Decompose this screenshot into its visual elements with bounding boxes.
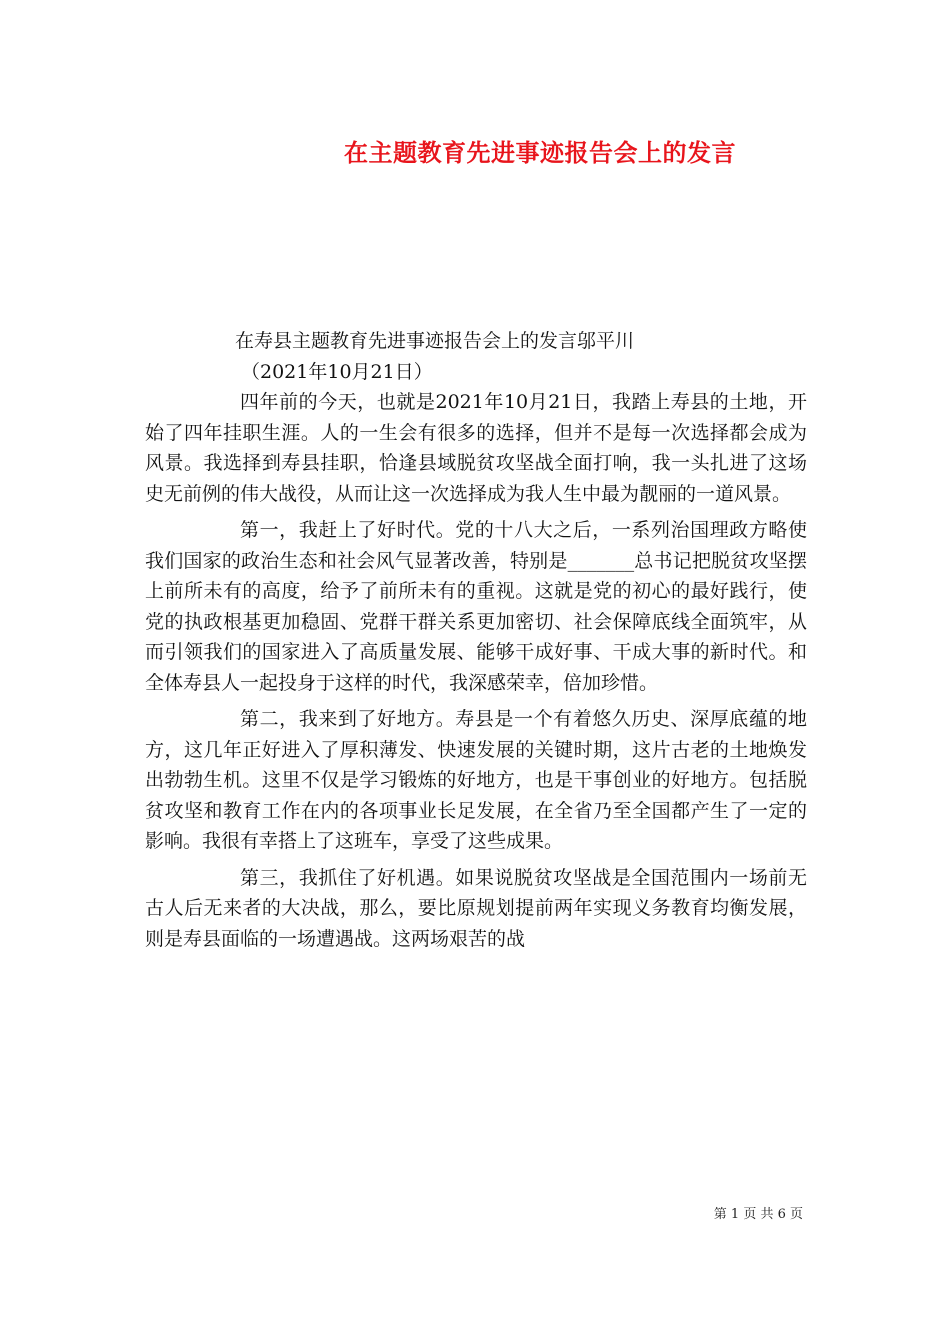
document-body: [145, 326, 807, 960]
speech-date: （2021年10月21日）: [241, 360, 433, 383]
speech-subtitle: 在寿县主题教育先进事迹报告会上的发言邬平川: [235, 330, 635, 352]
document-title: 在主题教育先进事迹报告会上的发言: [344, 138, 736, 167]
paragraph-1: 四年前的今天，也就是2021年10月21日，我踏上寿县的土地，开始了四年挂职生涯。人的一生会有很多的选择，但并不是每一次选择都会成为风景。我选择到寿县挂职，恰逢县域脱贫攻坚战全面打响，我一头扎进了这场史无前例的伟大战役，从而让这一次选择成为我人生中最为靓丽的一道风景。: [145, 391, 807, 505]
paragraph-3: 第二，我来到了好地方。寿县是一个有着悠久历史、深厚底蕴的地方，这几年正好进入了厚积薄发、快速发展的关键时期，这片古老的土地焕发出勃勃生机。这里不仅是学习锻炼的好地方，也是干事创业的好地方。包括脱贫攻坚和教育工作在内的各项事业长足发展，在全省乃至全国都产生了一定的影响。我很有幸搭上了这班车，享受了这些成果。: [145, 708, 807, 852]
paragraph-2: 第一，我赶上了好时代。党的十八大之后，一系列治国理政方略使我们国家的政治生态和社会风气显著改善，特别是_______总书记把脱贫攻坚摆上前所未有的高度，给予了前所未有的重视。这就是党的初心的最好践行，使党的执政根基更加稳固、党群干群关系更加密切、社会保障底线全面筑牢，从而引领我们的国家进入了高质量发展、能够干成好事、干成大事的新时代。和全体寿县人一起投身于这样的时代，我深感荣幸，倍加珍惜。: [145, 519, 807, 694]
paragraph-4: 第三，我抓住了好机遇。如果说脱贫攻坚战是全国范围内一场前无古人后无来者的大决战，那么，要比原规划提前两年实现义务教育均衡发展，则是寿县面临的一场遭遇战。这两场艰苦的战: [145, 866, 807, 950]
page-number: 第 1 页 共 6 页: [713, 1207, 803, 1222]
